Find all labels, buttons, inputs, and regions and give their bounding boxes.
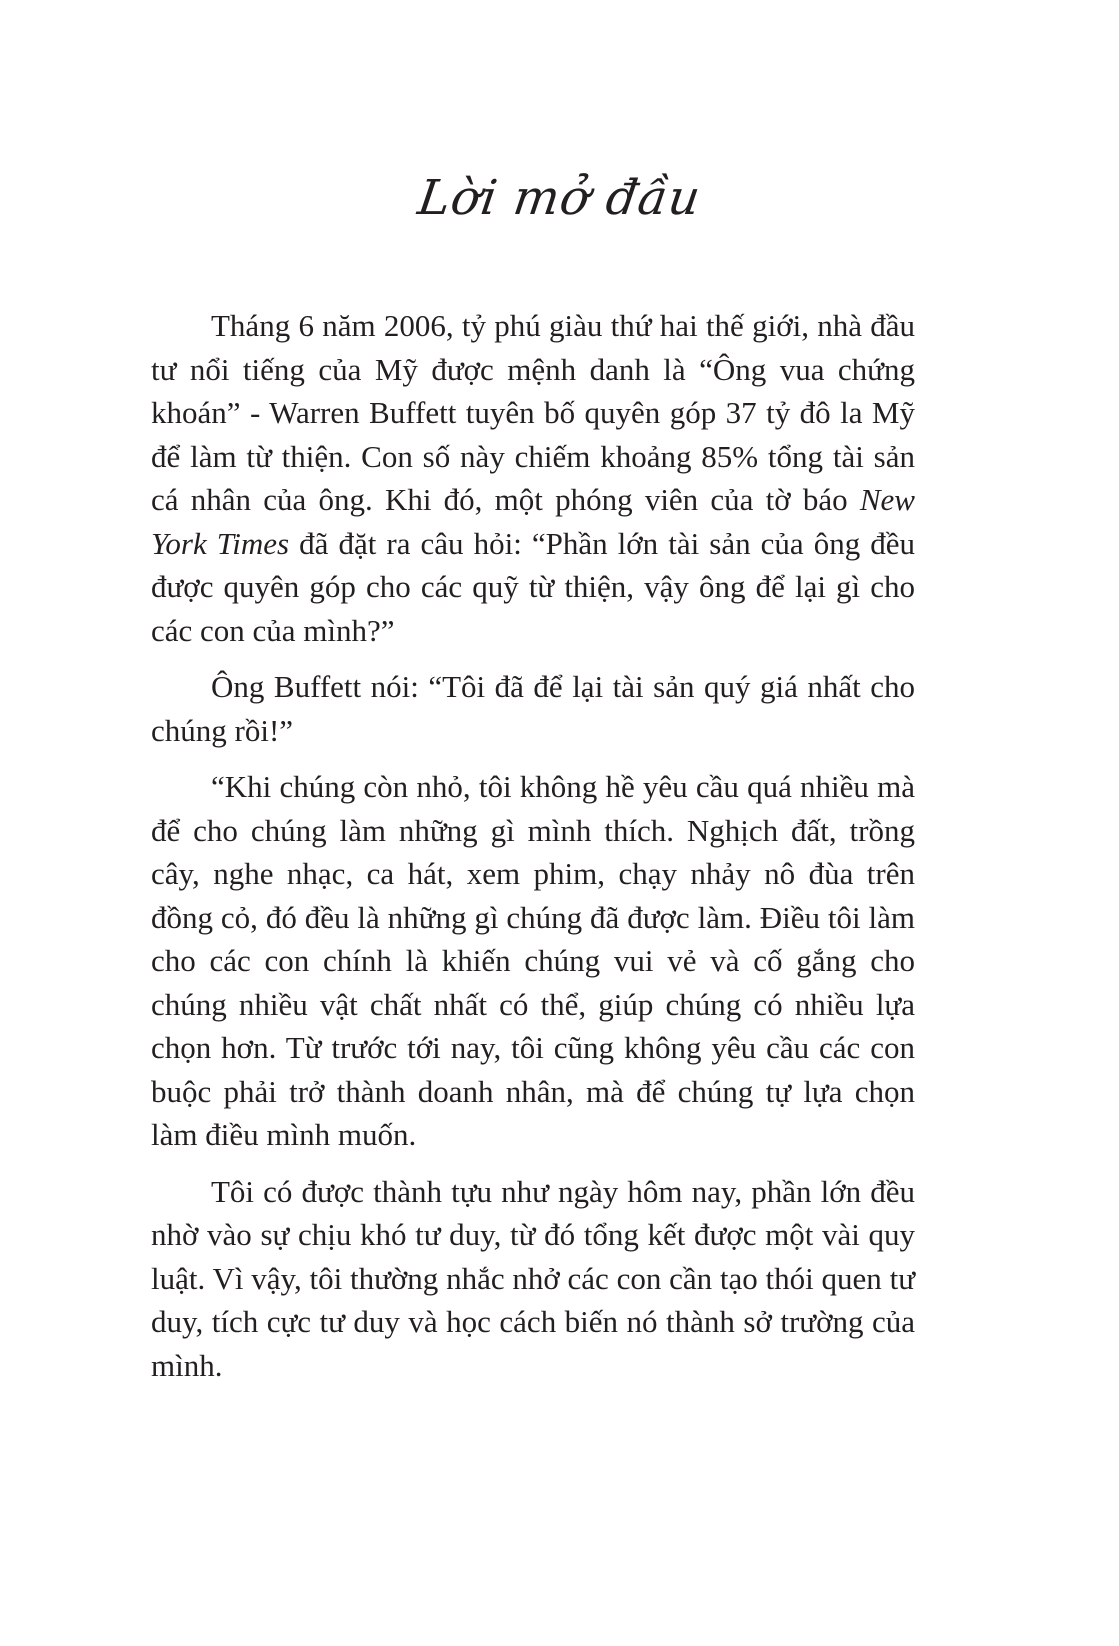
paragraph-1-text-end: đã đặt ra câu hỏi: “Phần lớn tài sản của ông đều được quyên góp cho các quỹ từ thiện, vậy ông để lại gì cho các con của mình?” [151, 525, 915, 648]
newspaper-name: New York Times [151, 482, 915, 561]
paragraph-3: “Khi chúng còn nhỏ, tôi không hề yêu cầu quá nhiều mà để cho chúng làm những gì mình thích. Nghịch đất, trồng cây, nghe nhạc, ca hát, xem phim, chạy nhảy nô đùa trên đồng cỏ, đó đều là những gì chúng đã được làm. Điều tôi làm cho các con chính là khiến chúng vui vẻ và cố gắng cho chúng nhiều vật chất nhất có thể, giúp chúng có nhiều lựa chọn hơn. Từ trước tới nay, tôi cũng không yêu cầu các con buộc phải trở thành doanh nhân, mà để chúng tự lựa chọn làm điều mình muốn. [151, 769, 915, 1152]
paragraph-1-text-start: Tháng 6 năm 2006, tỷ phú giàu thứ hai thế giới, nhà đầu tư nổi tiếng của Mỹ được mệnh danh là “Ông vua chứng khoán” - Warren Buffett tuyên bố quyên góp 37 tỷ đô la Mỹ để làm từ thiện. Con số này chiếm khoảng 85% tổng tài sản cá nhân của ông. Khi đó, một phóng viên của tờ báo [151, 308, 915, 517]
paragraph-2: Ông Buffett nói: “Tôi đã để lại tài sản quý giá nhất cho chúng rồi!” [151, 669, 915, 748]
paragraph-1 [151, 304, 915, 652]
paragraph-4: Tôi có được thành tựu như ngày hôm nay, phần lớn đều nhờ vào sự chịu khó tư duy, từ đó tổng kết được một vài quy luật. Vì vậy, tôi thường nhắc nhở các con cần tạo thói quen tư duy, tích cực tư duy và học cách biến nó thành sở trường của mình. [151, 1173, 915, 1383]
chapter-title: Lời mở đầu [414, 170, 705, 226]
body-text [151, 304, 915, 1400]
